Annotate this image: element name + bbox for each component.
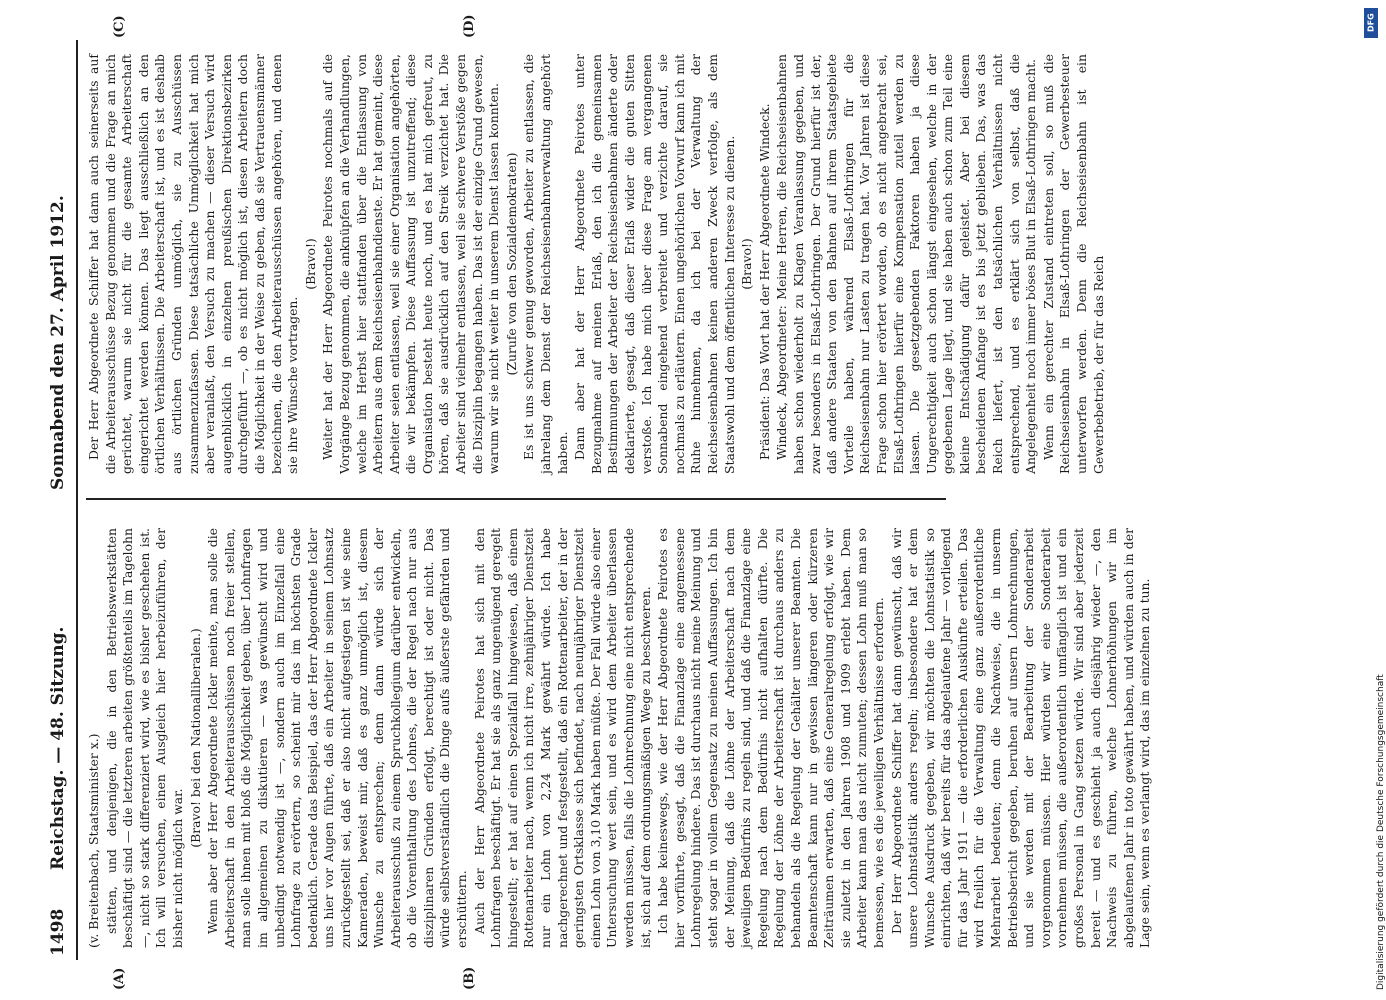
paragraph: Windeck, Abgeordneter: Meine Herren, die Reichseisenbahnen haben schon wiederholt zu Klagen Veranlassung gegeben, und zwar besonders in Elsaß-Lothringen. Der Grund hierfür ist der, daß andere Staaten von den Bahnen auf ihrem Staatsgebiete Vorteile haben, während Elsaß-Lothringen für die Reichseisenbahn nur Lasten zu tragen hat. Vor Jahren ist diese Frage schon hier erörtert worden, ob es nicht angebracht sei, Elsaß-Lothringen hierfür eine Kompensation zuteil werden zu lassen. Die gesetzgebenden Faktoren haben ja diese Ungerechtigkeit auch schon längst eingesehen, welche in der gegebenen Lage liegt, und sie haben auch schon zum Teil eine kleine Entschädigung dafür geleistet. Aber bei diesem bescheidenen Anfange ist es bis jetzt geblieben. Das, was das Reich liefert, ist den tatsächlichen Verhältnissen nicht entsprechend, und es erklärt sich von selbst, daß die Angelegenheit noch immer böses Blut in Elsaß-Lothringen macht. (774, 54, 1039, 474)
header-rule (76, 40, 78, 960)
paragraph: Wenn aber der Herr Abgeordnete Ickler meinte, man solle die Arbeiterschaft in den Arbeiterausschüssen noch freier stellen, man solle ihnen mit bloß die Möglichkeit geben, über Lohnfragen im allgemeinen zu diskutieren — was gewünscht wird und unbedingt notwendig ist —, sondern auch im Einzelfall eine Lohnfrage zu erörtern, so scheint mir das im höchsten Grade bedenklich. Gerade das Beispiel, das der Herr Abgeordnete Ickler uns hier vor Augen führte, daß ein Arbeiter in seinem Lohnsatz zurückgestellt sei, daß er also nicht aufgestiegen ist wie seine Kameraden, beweist mir, daß es ganz unmöglich ist, diesem Wunsche zu entsprechen; denn dann würde sich der Arbeiterausschuß zu einem Spruchkollegium darüber entwickeln, ob die Vorenthaltung des Lohnes, die der Regel nach nur aus disziplinaren Gründen erfolgt, berechtigt ist oder nicht. Das würde selbstverständlich die Dinge aufs äußerste gefährden und erschüttern. (205, 528, 470, 948)
interjection: (Bravo!) (302, 238, 318, 290)
interjection: (Bravo! bei den Nationalliberalen.) (187, 628, 203, 848)
margin-marker-c: (C) (112, 15, 127, 38)
paragraph: Wenn ein gerechter Zustand eintreten soll, so muß die Reichseisenbahn in Elsaß-Lothringen der Gewerbesteuer unterworfen werden. Denn die Reichseisenbahn ist ein Gewerbebetrieb, der für das Reich (1040, 54, 1106, 474)
dfg-logo: DFG (1364, 8, 1378, 38)
margin-marker-a: (A) (112, 967, 127, 990)
paragraph: Auch der Herr Abgeordnete Peirotes hat sich mit den Lohnfragen beschäftigt. Er hat sie als ganz ungenügend geregelt hingestellt; er hat auf einen Spezialfall hingewiesen, daß einem Rottenarbeiter nach, wenn ich nicht irre, zehnjähriger Dienstzeit nur ein Lohn von 2,24 Mark gewährt würde. Ich habe nachgerechnet und festgestellt, daß ein Rottenarbeiter, der in der geringsten Ortsklasse sich befindet, nach neunjähriger Dienstzeit einen Lohn von 3,10 Mark haben müßte. Der Fall würde also einer Untersuchung wert sein, und es wird dem Arbeiter überlassen werden müssen, falls die Lohnrechnung eine nicht entsprechende ist, sich auf dem ordnungsmäßigen Wege zu beschweren. (471, 528, 653, 948)
paragraph: Weiter hat der Herr Abgeordnete Peirotes nochmals auf die Vorgänge Bezug genommen, die anknüpfen an die Verhandlungen, welche im Herbst hier stattfanden über die Entlassung von Arbeitern aus dem Reichseisenbahndienste. Er hat gemeint, diese Arbeiter seien entlassen, weil sie einer Organisation angehörten, die wir bekämpfen. Diese Auffassung ist unzutreffend; diese Organisation besteht heute noch, und es hat mich gefreut, zu hören, daß sie ausdrücklich auf den Streik verzichtet hat. Die Arbeiter sind vielmehr entlassen, weil sie schwere Verstöße gegen die Disziplin begangen haben. Das ist der einzige Grund gewesen, warum wir sie nicht weiter in unserem Dienst lassen konnten. (320, 54, 502, 474)
speaker-line: (v. Breitenbach, Staatsminister x.) (86, 733, 101, 948)
page-header (42, 40, 76, 960)
right-column (86, 54, 1108, 474)
interjection: (Bravo!) (739, 238, 755, 290)
margin-marker-b: (B) (462, 966, 477, 990)
paragraph: Es ist uns schwer genug geworden, Arbeiter zu entlassen, die jahrelang dem Dienst der Reichseisenbahnverwaltung angehört haben. (521, 54, 570, 474)
digitization-credit: Digitalisierung gefördert durch die Deutsche Forschungsgemeinschaft (1376, 674, 1386, 990)
paragraph: Der Herr Abgeordnete Schiffer hat dann gewünscht, daß wir unsere Lohnstatistik anders regeln; insbesondere hat er dem Wunsche Ausdruck gegeben, wir möchten die Lohnstatistik so einrichten, daß wir bereits für das abgelaufene Jahr — vorliegend für das Jahr 1911 — die erforderlichen Auskünfte erteilen. Das wird freilich für die Verwaltung eine ganz außerordentliche Mehrarbeit bedeuten; denn die Nachweise, die in unserm Betriebsbericht gegeben, beruhen auf unsern Lohnrechnungen, und sie werden mit der Bearbeitung der Sonderarbeit vorgenommen müssen. Hier würden wir eine Sonderarbeit vornehmen müssen, die außerordentlich umfänglich ist und ein großes Personal in Gang setzen würde. Wir sind aber jederzeit bereit — und es geschieht ja auch diesjährig wieder —, den Nachweis zu führen, welche Lohnerhöhungen wir im abgelaufenen Jahr in toto gewährt haben, und würden auch in der Lage sein, wenn es verlangt wird, das im einzelnen zu tun. (888, 528, 1153, 948)
page-number: 1498 (48, 908, 68, 956)
header-left: Reichstag. — 48. Sitzung. (48, 626, 68, 870)
paragraph: Der Herr Abgeordnete Schiffer hat dann auch seinerseits auf die Arbeiterausschüsse Bezug genommen und die Frage an mich gerichtet, warum sie nicht für die gesamte Arbeiterschaft eingerichtet werden können. Das liegt ausschließlich an den örtlichen Verhältnissen. Die Arbeiterschaft ist, und es ist deshalb aus örtlichen Gründen unmöglich, sie zu Ausschüssen zusammenzufassen. Diese tatsächliche Unmöglichkeit hat mich aber veranlaßt, den Versuch zu machen — dieser Versuch wird augenblicklich in einzelnen preußischen Direktionsbezirken durchgeführt —, ob es nicht möglich ist, diesen Arbeitern doch die Möglichkeit in der Weise zu geben, daß sie Vertrauensmänner bezeichnen, die den Arbeiterausschüssen angehören, und denen sie ihre Wünsche vortragen. (86, 54, 301, 474)
left-column (86, 528, 1155, 948)
margin-marker-d: (D) (462, 14, 477, 38)
interjection: (Zurufe von den Sozialdemokraten) (503, 152, 519, 376)
paragraph: stätten, und denjenigen, die in den Betriebswerkstätten beschäftigt sind — die letzteren arbeiten größtenteils im Tagelohn —, nicht so stark differenziert wird, wie es bisher geschehen ist. Ich will versuchen, einen Ausgleich hier herbeizuführen, der bisher nicht möglich war. (103, 528, 185, 948)
header-right: Sonnabend den 27. April 1912. (48, 195, 68, 490)
paragraph: Dann aber hat der Herr Abgeordnete Peirotes unter Bezugnahme auf meinen Erlaß, den ich die gemeinsamen Bestimmungen der Arbeiter der Reichseisenbahnen änderte oder deklarierte, gesagt, daß dieser Erlaß wider die guten Sitten verstoße. Ich habe mich über diese Frage am vergangenen Sonnabend eingehend verbreitet und verzichte darauf, sie nochmals zu erläutern. Einen ungehörlichen Vorwurf kann ich mit Ruhe hinnehmen, da ich bei der Verwaltung der Reichseisenbahnen keinen anderen Zweck verfolge, als dem Staatswohl und dem öffentlichen Interesse zu dienen. (572, 54, 737, 474)
column-divider (86, 498, 946, 500)
paragraph: Präsident: Das Wort hat der Herr Abgeordnete Windeck. (756, 103, 772, 460)
paragraph: Ich habe keineswegs, wie der Herr Abgeordnete Peirotes es hier vorführte, gesagt, daß die Finanzlage eine angemessene Lohnregelung hindere. Das ist durchaus nicht meine Meinung und steht sogar in vollem Gegensatz zu meinen Auffassungen. Ich bin der Meinung, daß die Löhne der Arbeiterschaft nach dem jeweiligen Bedürfnis zu regeln sind, und daß die Finanzlage eine Regelung nach dem Bedürfnis nicht aufhalten dürfte. Die Regelung der Löhne der Arbeiterschaft ist durchaus anders zu behandeln als die Regelung der Gehälter unserer Beamten. Die Beamtenschaft kann nur in gewissen längeren oder kürzeren Zeiträumen erwarten, daß eine Generalregelung erfolgt, wie wir sie zuletzt in den Jahren 1908 und 1909 erlebt haben. Dem Arbeiter kann man das nicht zumuten; dessen Lohn muß man so bemessen, wie es die jeweiligen Verhältnisse erfordern. (655, 528, 886, 948)
scanned-page (42, 14, 1352, 990)
